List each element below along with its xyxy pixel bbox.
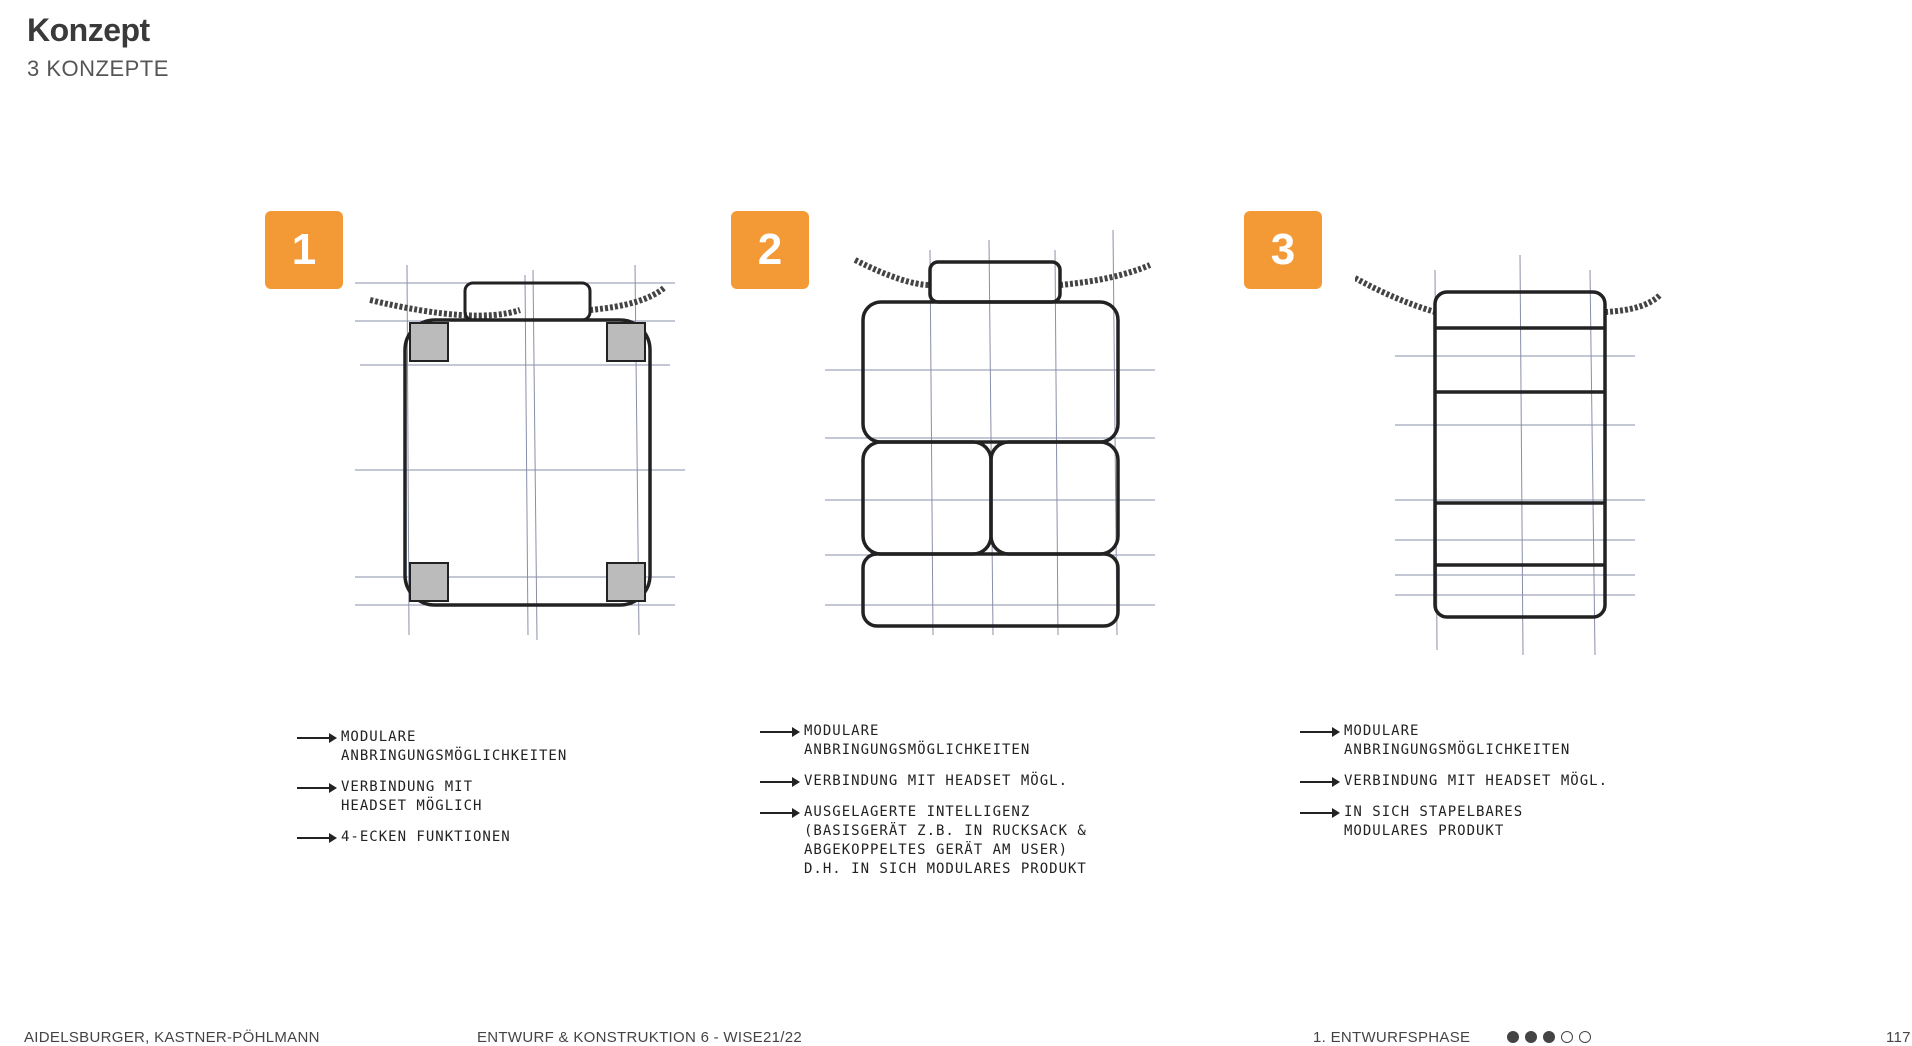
page-number: 117 [1886, 1029, 1911, 1046]
page-title: Konzept [27, 12, 150, 48]
arrow-right-icon [297, 778, 341, 797]
progress-dot-icon [1543, 1031, 1555, 1043]
concept-2-notes [760, 722, 1087, 891]
concept-1-notes [297, 728, 567, 859]
concept-3-notes [1300, 722, 1608, 853]
footer-authors: AIDELSBURGER, KASTNER-PÖHLMANN [24, 1029, 320, 1046]
progress-dot-icon [1579, 1031, 1591, 1043]
arrow-right-icon [760, 722, 804, 741]
progress-dots [1507, 1031, 1591, 1043]
note-item: MODULARE ANBRINGUNGSMÖGLICHKEITEN [760, 722, 1087, 760]
note-item: 4-ECKEN FUNKTIONEN [297, 828, 567, 847]
progress-dot-icon [1561, 1031, 1573, 1043]
footer-phase: 1. ENTWURFSPHASE [1313, 1029, 1471, 1046]
concept-2-badge: 2 [731, 211, 809, 289]
note-item: VERBINDUNG MIT HEADSET MÖGL. [760, 772, 1087, 791]
concept-1-sketch [355, 265, 685, 645]
arrow-right-icon [297, 828, 341, 847]
note-item: VERBINDUNG MIT HEADSET MÖGL. [1300, 772, 1608, 791]
note-item: AUSGELAGERTE INTELLIGENZ (BASISGERÄT Z.B. IN RUCKSACK & ABGEKOPPELTES GERÄT AM USER) D.H. IN SICH MODULARES PRODUKT [760, 803, 1087, 879]
arrow-right-icon [1300, 803, 1344, 822]
arrow-right-icon [1300, 772, 1344, 791]
note-item: MODULARE ANBRINGUNGSMÖGLICHKEITEN [1300, 722, 1608, 760]
arrow-right-icon [760, 803, 804, 822]
footer-course: ENTWURF & KONSTRUKTION 6 - WISE21/22 [477, 1029, 803, 1046]
progress-dot-icon [1507, 1031, 1519, 1043]
note-item: VERBINDUNG MIT HEADSET MÖGLICH [297, 778, 567, 816]
concept-2-sketch [825, 230, 1165, 640]
concept-3-badge: 3 [1244, 211, 1322, 289]
note-item: IN SICH STAPELBARES MODULARES PRODUKT [1300, 803, 1608, 841]
page-subtitle: 3 KONZEPTE [27, 56, 169, 81]
arrow-right-icon [760, 772, 804, 791]
progress-dot-icon [1525, 1031, 1537, 1043]
arrow-right-icon [297, 728, 341, 747]
concept-1-badge: 1 [265, 211, 343, 289]
note-item: MODULARE ANBRINGUNGSMÖGLICHKEITEN [297, 728, 567, 766]
concept-3-sketch [1355, 250, 1675, 660]
arrow-right-icon [1300, 722, 1344, 741]
